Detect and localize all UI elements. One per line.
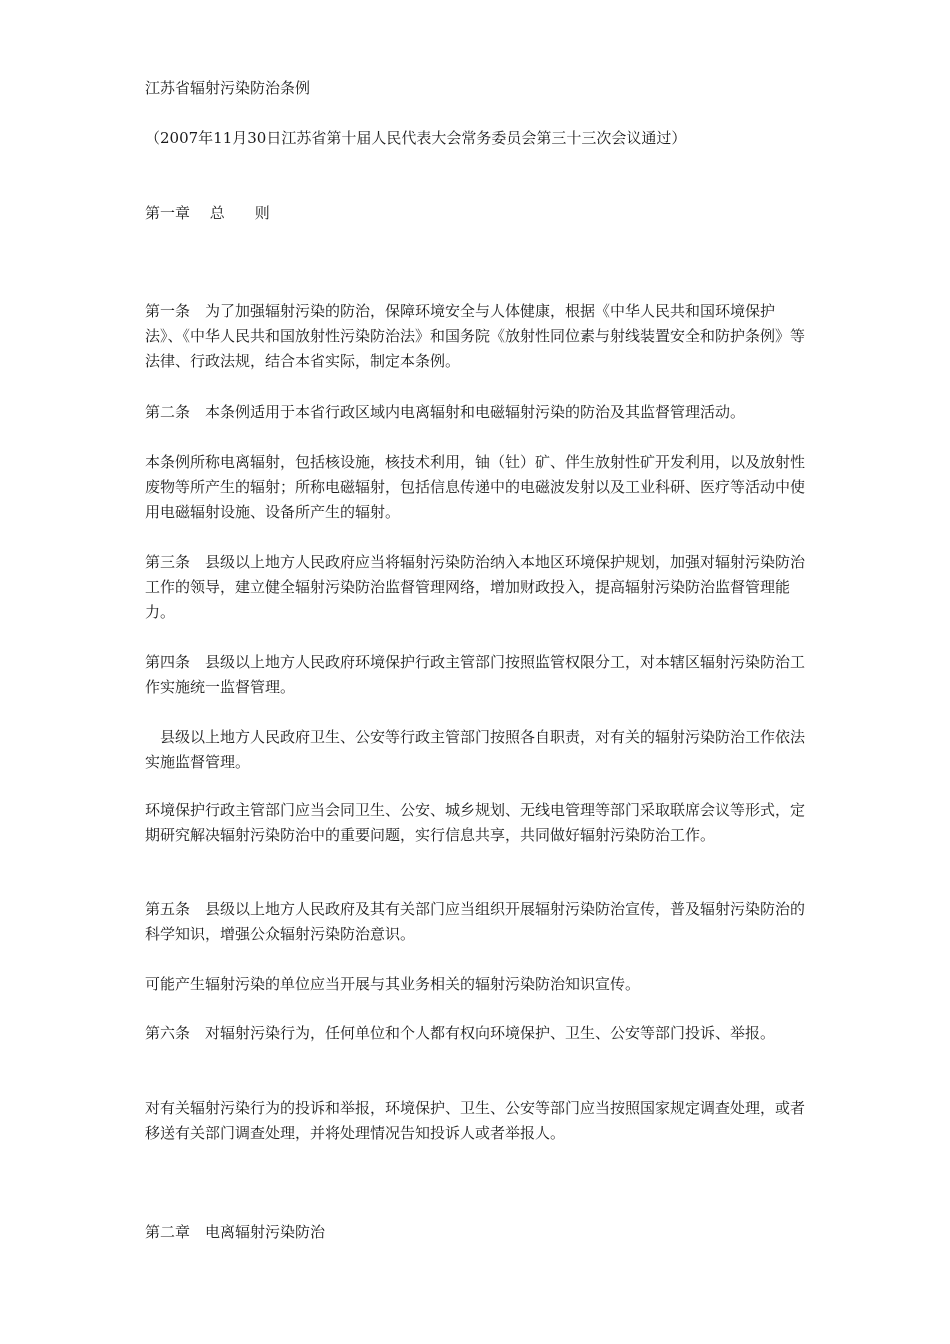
article-2-paragraph-2: 本条例所称电离辐射，包括核设施，核技术利用，铀（钍）矿、伴生放射性矿开发利用，以及放射性废物等所产生的辐射；所称电磁辐射，包括信息传递中的电磁波发射以及工业科研、医疗等活动中使用电磁辐射设施、设备所产生的辐射。 [145, 453, 806, 521]
chapter-1-heading: 第一章 总 则 [145, 204, 270, 222]
chapter-2-heading: 第二章 电离辐射污染防治 [145, 1223, 326, 1241]
article-4-paragraph-2: 县级以上地方人民政府卫生、公安等行政主管部门按照各自职责，对有关的辐射污染防治工作依法实施监督管理。 [145, 728, 806, 771]
article-6-paragraph-2: 对有关辐射污染行为的投诉和举报，环境保护、卫生、公安等部门应当按照国家规定调查处理，或者移送有关部门调查处理，并将处理情况告知投诉人或者举报人。 [145, 1099, 806, 1142]
article-6: 第六条 对辐射污染行为，任何单位和个人都有权向环境保护、卫生、公安等部门投诉、举报。 [145, 1024, 776, 1042]
article-4: 第四条 县级以上地方人民政府环境保护行政主管部门按照监管权限分工，对本辖区辐射污染防治工作实施统一监督管理。 [145, 653, 806, 696]
article-4-paragraph-3: 环境保护行政主管部门应当会同卫生、公安、城乡规划、无线电管理等部门采取联席会议等形式，定期研究解决辐射污染防治中的重要问题，实行信息共享，共同做好辐射污染防治工作。 [145, 801, 806, 844]
adoption-note: （2007年11月30日江苏省第十届人民代表大会常务委员会第三十三次会议通过） [145, 129, 687, 147]
article-2: 第二条 本条例适用于本省行政区域内电离辐射和电磁辐射污染的防治及其监督管理活动。 [145, 403, 746, 421]
article-5-paragraph-2: 可能产生辐射污染的单位应当开展与其业务相关的辐射污染防治知识宣传。 [145, 975, 641, 993]
article-3: 第三条 县级以上地方人民政府应当将辐射污染防治纳入本地区环境保护规划，加强对辐射污染防治工作的领导，建立健全辐射污染防治监督管理网络，增加财政投入，提高辐射污染防治监督管理能力。 [145, 553, 806, 621]
document-title: 江苏省辐射污染防治条例 [145, 79, 311, 97]
article-1: 第一条 为了加强辐射污染的防治，保障环境安全与人体健康，根据《中华人民共和国环境保护法》、《中华人民共和国放射性污染防治法》和国务院《放射性同位素与射线装置安全和防护条例》等法律、行政法规，结合本省实际，制定本条例。 [145, 302, 806, 370]
article-5: 第五条 县级以上地方人民政府及其有关部门应当组织开展辐射污染防治宣传，普及辐射污染防治的科学知识，增强公众辐射污染防治意识。 [145, 900, 806, 943]
